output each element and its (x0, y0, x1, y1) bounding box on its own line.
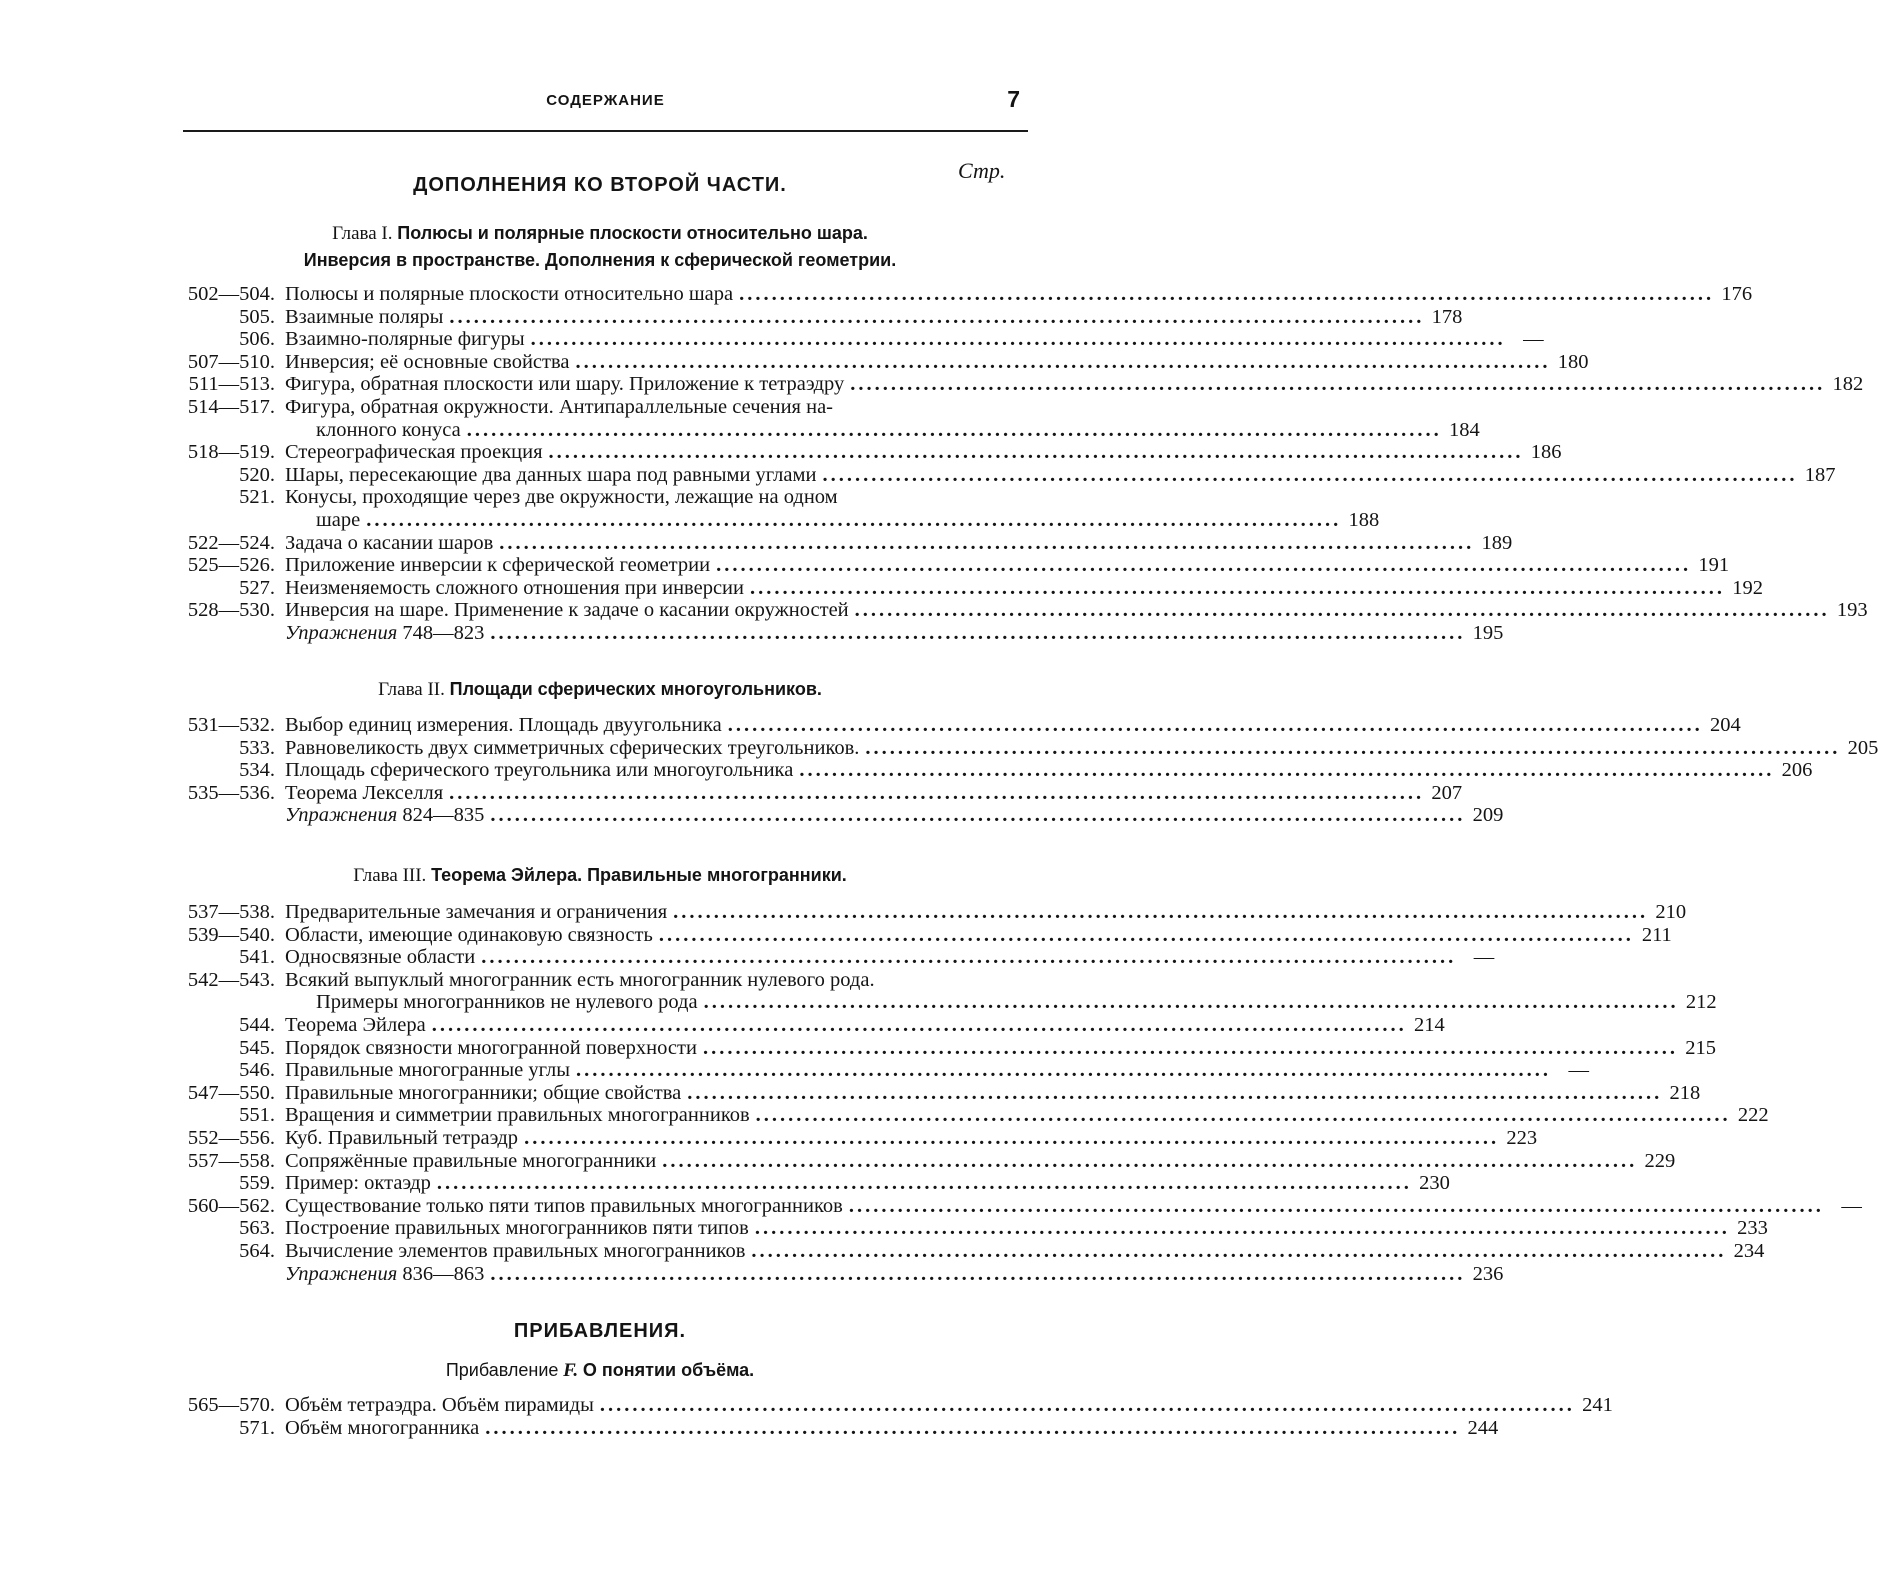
toc-entry (0, 373, 1864, 396)
toc-entry-title: Правильные многогранники; общие свойства (285, 1081, 682, 1104)
toc-entry (0, 804, 1504, 827)
toc-entry-body (285, 396, 1017, 419)
toc-entry-title: Взаимные поляры (285, 305, 444, 328)
toc-entry (0, 1059, 1590, 1082)
toc-entry-title: Неизменяемость сложного отношения при инверсии (285, 576, 744, 599)
toc-entry-body (285, 1262, 1504, 1286)
toc-entry-number: 552—556. (187, 1127, 275, 1149)
toc-entry (0, 1014, 1445, 1037)
leader-dots: ........................................................................................................................ (727, 714, 1703, 736)
toc-entry (0, 714, 1741, 737)
toc-page-number: 204 (1709, 714, 1741, 736)
toc-entry-body (285, 1036, 1716, 1060)
leader-dots: ........................................................................................................................ (490, 622, 1466, 644)
toc-entry-number: 546. (239, 1059, 275, 1082)
toc-entry-body (285, 622, 1504, 645)
toc-entry-number: 541. (239, 946, 275, 969)
toc-entry-body (316, 418, 1480, 442)
leader-dots: ........................................................................................................................ (524, 1127, 1500, 1149)
section-title-supplements-part-two: ДОПОЛНЕНИЯ КО ВТОРОЙ ЧАСТИ. (413, 174, 787, 196)
page-column-label: Стр. (958, 158, 1006, 183)
toc-page-number: 187 (1804, 463, 1836, 486)
leader-dots: ........................................................................................................................ (366, 509, 1342, 531)
toc-page-number: 189 (1481, 531, 1513, 554)
exercises-label: Упражнения (285, 1262, 398, 1285)
appendix-heading-line (183, 1357, 1017, 1384)
toc-entry-body (285, 1014, 1445, 1037)
leader-dots: ........................................................................................................................ (485, 1416, 1461, 1439)
toc-entry-number: 565—570. (187, 1394, 275, 1416)
toc-page-number: 193 (1836, 599, 1868, 622)
toc-entry-body (285, 1149, 1676, 1173)
leader-dots: ........................................................................................................................ (658, 923, 1634, 946)
chapter-heading-3 (183, 862, 1017, 889)
leader-dots: ........................................................................................................................ (576, 1059, 1552, 1082)
toc-entry (0, 1394, 1613, 1417)
toc-entry-title: Области, имеющие одинаковую связность (285, 923, 653, 946)
toc-page-number: 223 (1506, 1127, 1538, 1149)
toc-page-number: 212 (1685, 991, 1717, 1014)
toc-entry-body (285, 1127, 1538, 1150)
toc-page-number: 214 (1413, 1014, 1445, 1036)
toc-entry (0, 1036, 1716, 1060)
toc-entry-body (285, 486, 1017, 509)
toc-entry (0, 283, 1753, 306)
leader-dots: ........................................................................................................................ (490, 804, 1466, 827)
toc-exercises-title (285, 622, 484, 645)
toc-entry-number: 560—562. (187, 1194, 275, 1217)
toc-entry-title: Правильные многогранные углы (285, 1059, 571, 1082)
toc-entry-body (285, 599, 1868, 622)
leader-dots: ........................................................................................................................ (499, 531, 1475, 554)
toc-entry-title: Конусы, проходящие через две окружности, лежащие на одном (285, 486, 838, 509)
toc-page-number: — (1523, 328, 1544, 351)
toc-entry-title: Инверсия; её основные свойства (285, 350, 570, 373)
exercises-range: 748—823 (402, 622, 485, 644)
toc-page-number: 195 (1472, 622, 1504, 644)
toc-entry-number: 534. (239, 759, 275, 782)
leader-dots: ........................................................................................................................ (755, 1104, 1731, 1127)
toc-entry-title: клонного конуса (316, 418, 461, 441)
toc-entry-number: 522—524. (187, 531, 275, 554)
chapter-label: Глава III. (353, 865, 427, 886)
toc-entry-title: Вычисление элементов правильных многогранников (285, 1240, 746, 1262)
toc-entry-number: 505. (239, 305, 275, 328)
toc-page-number: 218 (1669, 1081, 1701, 1104)
leader-dots: ........................................................................................................................ (673, 901, 1649, 923)
toc-page-number: 236 (1472, 1262, 1504, 1285)
toc-entry (0, 1172, 1450, 1195)
toc-entry-title: Фигура, обратная плоскости или шару. Приложение к тетраэдру (285, 373, 845, 396)
toc-entry-body (285, 1194, 1862, 1218)
leader-dots: ........................................................................................................................ (575, 350, 1551, 373)
toc-entry-number: 502—504. (187, 283, 275, 305)
toc-entry (0, 509, 1380, 532)
toc-entry-body (285, 554, 1730, 577)
toc-page-number: 215 (1685, 1036, 1716, 1059)
chapter-title: Площади сферических многоугольников. (449, 679, 822, 699)
leader-dots: ........................................................................................................................ (466, 418, 1442, 441)
toc-page-number: 209 (1472, 804, 1504, 827)
toc-entry (0, 1416, 1499, 1440)
toc-page-number: 234 (1733, 1240, 1765, 1262)
chapter-title: Теорема Эйлера. Правильные многогранники. (431, 865, 847, 885)
toc-entry-number: 535—536. (187, 781, 275, 804)
toc-entry-number: 571. (239, 1416, 275, 1439)
toc-entry-title: Шары, пересекающие два данных шара под равными углами (285, 463, 817, 486)
leader-dots: ........................................................................................................................ (754, 1217, 1730, 1240)
toc-entry-number: 557—558. (187, 1149, 275, 1172)
toc-entry-number: 506. (239, 328, 275, 351)
toc-entry-number: 547—550. (187, 1081, 275, 1104)
toc-entry-body (285, 1059, 1590, 1082)
toc-entry (0, 781, 1463, 805)
leader-dots: ........................................................................................................................ (449, 781, 1425, 804)
toc-entry-body (285, 901, 1687, 924)
toc-entry (0, 305, 1463, 329)
chapter-heading-line (183, 247, 1017, 274)
toc-entry-number: 544. (239, 1014, 275, 1036)
chapter-label: Глава I. (332, 223, 393, 244)
toc-entry-body (285, 1240, 1765, 1263)
toc-page-number: 205 (1847, 736, 1878, 759)
toc-entry-body (285, 714, 1741, 737)
exercises-label: Упражнения (285, 622, 398, 644)
leader-dots: ........................................................................................................................ (530, 328, 1506, 351)
chapter-heading-line (183, 220, 1017, 247)
toc-entry-number: 537—538. (187, 901, 275, 923)
toc-entry-title: Выбор единиц измерения. Площадь двуугольника (285, 714, 722, 736)
appendix-title: О понятии объёма. (582, 1360, 755, 1380)
leader-dots: ........................................................................................................................ (490, 1262, 1466, 1285)
toc-entry-body (285, 463, 1836, 487)
toc-entry-title: Всякий выпуклый многогранник есть многогранник нулевого рода. (285, 968, 875, 991)
toc-entry (0, 463, 1836, 487)
toc-entry-title: Порядок связности многогранной поверхности (285, 1036, 697, 1059)
toc-exercises-title (285, 804, 484, 827)
toc-entry-number: 545. (239, 1036, 275, 1059)
toc-entry (0, 622, 1504, 645)
toc-entry (0, 923, 1672, 947)
toc-entry-title: Куб. Правильный тетраэдр (285, 1127, 519, 1149)
chapter-label: Глава II. (378, 679, 445, 700)
toc-entry-body (285, 946, 1495, 969)
leader-dots: ........................................................................................................................ (431, 1014, 1407, 1036)
toc-entry-body (285, 1104, 1769, 1127)
toc-entry-number: 528—530. (187, 599, 275, 622)
leader-dots: ........................................................................................................................ (751, 1240, 1727, 1262)
toc-entry-number: 542—543. (187, 968, 275, 991)
leader-dots: ........................................................................................................................ (703, 991, 1679, 1014)
toc-entry-body (285, 1172, 1450, 1195)
toc-entry-number: 507—510. (187, 350, 275, 373)
toc-entry-title: Сопряжённые правильные многогранники (285, 1149, 657, 1172)
toc-entry-title: Теорема Эйлера (285, 1014, 426, 1036)
toc-page-number: 222 (1737, 1104, 1769, 1127)
exercises-range: 824—835 (402, 804, 485, 827)
toc-entry-body (285, 1416, 1499, 1440)
appendix-label: Прибавление (445, 1360, 559, 1380)
toc-entry-title: Задача о касании шаров (285, 531, 494, 554)
toc-page-number: 191 (1698, 554, 1730, 577)
leader-dots: ........................................................................................................................ (750, 576, 1725, 599)
toc-entry (0, 1104, 1769, 1127)
toc-entry (0, 599, 1868, 622)
toc-page-number: 192 (1732, 576, 1763, 599)
toc-entry-number: 551. (239, 1104, 275, 1127)
leader-dots: ........................................................................................................................ (850, 373, 1826, 396)
toc-entry-number: 563. (239, 1217, 275, 1240)
toc-entry (0, 991, 1717, 1014)
section-title-appendices: ПРИБАВЛЕНИЯ. (513, 1320, 687, 1342)
toc-page-number: 211 (1641, 923, 1672, 946)
toc-entry-body (285, 1217, 1768, 1240)
toc-page-number: 233 (1737, 1217, 1768, 1240)
toc-entry-title: Приложение инверсии к сферической геометрии (285, 554, 711, 577)
toc-entry (0, 1194, 1862, 1218)
toc-page-number: 178 (1431, 305, 1463, 328)
toc-entry (0, 901, 1687, 924)
toc-entry (0, 736, 1878, 760)
toc-entry-title: Полюсы и полярные плоскости относительно шара (285, 283, 734, 305)
toc-entry (0, 1217, 1768, 1240)
toc-page-number: 186 (1530, 441, 1562, 464)
toc-page-number: 244 (1467, 1416, 1499, 1439)
toc-entry-body (285, 923, 1672, 947)
toc-entry-body (285, 441, 1562, 464)
toc-entry-title: Равновеликость двух симметричных сферических треугольников. (285, 736, 860, 759)
toc-entry-title: Взаимно-полярные фигуры (285, 328, 525, 351)
toc-entry-body (285, 969, 1017, 992)
appendix-heading-f (183, 1357, 1017, 1384)
toc-entry (0, 1240, 1765, 1263)
toc-page-number: 188 (1348, 509, 1380, 531)
chapter-heading-line (183, 676, 1017, 703)
toc-entry (0, 1081, 1701, 1105)
leader-dots: ........................................................................................................................ (599, 1394, 1575, 1416)
toc-entry-title: Фигура, обратная окружности. Антипараллельные сечения на- (285, 396, 833, 418)
toc-entry (0, 1127, 1538, 1150)
toc-entry-body (285, 781, 1463, 805)
toc-entry-title: Вращения и симметрии правильных многогранников (285, 1104, 750, 1127)
toc-entry-title: Примеры многогранников не нулевого рода (316, 991, 698, 1014)
toc-page-number: 182 (1832, 373, 1864, 396)
toc-entry (0, 418, 1480, 442)
toc-page-number: — (1473, 946, 1495, 969)
leader-dots: ........................................................................................................................ (702, 1036, 1678, 1059)
running-title: СОДЕРЖАНИЕ (546, 92, 665, 109)
toc-entry (0, 554, 1730, 577)
toc-entry-title: Теорема Лекселля (285, 781, 444, 804)
toc-entry-title: Построение правильных многогранников пяти типов (285, 1217, 749, 1240)
chapter-title-continued: Инверсия в пространстве. Дополнения к сферической геометрии. (303, 250, 897, 270)
toc-page-number: — (1568, 1059, 1590, 1082)
toc-entry-title: Существование только пяти типов правильных многогранников (285, 1194, 843, 1217)
toc-entry-body (285, 759, 1813, 782)
toc-entry-body (285, 1394, 1613, 1417)
leader-dots: ........................................................................................................................ (436, 1172, 1412, 1195)
toc-entry-number: 520. (239, 463, 275, 486)
leader-dots: ........................................................................................................................ (449, 305, 1425, 328)
toc-entry (0, 946, 1495, 969)
toc-entry-number: 521. (239, 486, 275, 509)
toc-entry (0, 486, 1163, 509)
toc-entry-title: Инверсия на шаре. Применение к задаче о касании окружностей (285, 599, 849, 622)
toc-entry (0, 1262, 1504, 1286)
toc-page-number: 207 (1431, 781, 1463, 804)
toc-entry-number: 564. (239, 1240, 275, 1262)
toc-entry-body (285, 804, 1504, 827)
toc-entry-number: 525—526. (187, 554, 275, 577)
toc-entry-number: 559. (239, 1172, 275, 1195)
toc-entry-number: 533. (239, 736, 275, 759)
chapter-heading-2 (183, 676, 1017, 703)
chapter-heading-line (183, 862, 1017, 889)
toc-entry (0, 396, 1163, 419)
toc-entry-body (285, 283, 1753, 306)
toc-entry-body (285, 350, 1589, 374)
exercises-label: Упражнения (285, 804, 398, 827)
leader-dots: ........................................................................................................................ (799, 759, 1775, 782)
toc-entry-title: Площадь сферического треугольника или многоугольника (285, 759, 794, 782)
toc-entry (0, 328, 1544, 351)
toc-page-number: 180 (1557, 350, 1589, 373)
leader-dots: ........................................................................................................................ (848, 1194, 1824, 1217)
toc-entry-title: Стереографическая проекция (285, 441, 543, 464)
toc-entry-body (285, 531, 1513, 555)
toc-entry-body (285, 328, 1544, 351)
toc-entry-body (285, 1081, 1701, 1105)
toc-entry-body (285, 736, 1878, 760)
toc-entry-number: 514—517. (187, 396, 275, 418)
toc-entry-title: Односвязные области (285, 946, 476, 969)
leader-dots: ........................................................................................................................ (716, 554, 1692, 577)
toc-entry-body (285, 373, 1864, 396)
toc-entry-title: шаре (316, 509, 361, 531)
running-header (183, 86, 1028, 132)
toc-entry-title: Предварительные замечания и ограничения (285, 901, 668, 923)
toc-entry (0, 1149, 1676, 1173)
toc-entry-number: 539—540. (187, 923, 275, 946)
leader-dots: ........................................................................................................................ (687, 1081, 1663, 1104)
leader-dots: ........................................................................................................................ (865, 736, 1841, 759)
toc-page-number: 210 (1655, 901, 1687, 923)
toc-entry (0, 576, 1763, 600)
toc-entry-number: 531—532. (187, 714, 275, 736)
toc-page-number: 241 (1582, 1394, 1613, 1416)
leader-dots: ........................................................................................................................ (481, 946, 1457, 969)
toc-entry-number: 527. (239, 576, 275, 599)
toc-page-number: — (1841, 1194, 1862, 1217)
toc-exercises-title (285, 1263, 484, 1286)
leader-dots: ........................................................................................................................ (662, 1149, 1638, 1172)
toc-page-number: 229 (1644, 1149, 1676, 1172)
toc-entry (0, 759, 1813, 782)
toc-entry (0, 350, 1589, 374)
leader-dots: ........................................................................................................................ (854, 599, 1830, 622)
exercises-range: 836—863 (402, 1262, 485, 1285)
toc-entry-number: 518—519. (187, 441, 275, 464)
toc-entry-number: 511—513. (188, 373, 275, 396)
chapter-title: Полюсы и полярные плоскости относительно шара. (397, 223, 868, 243)
toc-page-number: 184 (1449, 418, 1480, 441)
toc-entry-body (285, 576, 1763, 600)
page-number: 7 (1007, 86, 1020, 112)
toc-entry (0, 531, 1513, 555)
toc-entry-body (316, 991, 1717, 1014)
leader-dots: ........................................................................................................................ (548, 441, 1524, 464)
toc-entry-body (316, 509, 1380, 532)
leader-dots: ........................................................................................................................ (822, 463, 1798, 486)
toc-entry-title: Пример: октаэдр (285, 1172, 431, 1195)
toc-entry (0, 969, 1163, 992)
chapter-heading-1 (183, 220, 1017, 274)
toc-page-number: 176 (1721, 283, 1753, 305)
toc-entry-title: Объём тетраэдра. Объём пирамиды (285, 1394, 594, 1416)
appendix-letter: F. (563, 1360, 579, 1381)
leader-dots: ........................................................................................................................ (739, 283, 1715, 305)
toc-page-number: 206 (1781, 759, 1813, 782)
toc-entry (0, 441, 1562, 464)
toc-page-number: 230 (1419, 1172, 1450, 1195)
toc-entry-body (285, 305, 1463, 329)
toc-entry-title: Объём многогранника (285, 1416, 480, 1439)
